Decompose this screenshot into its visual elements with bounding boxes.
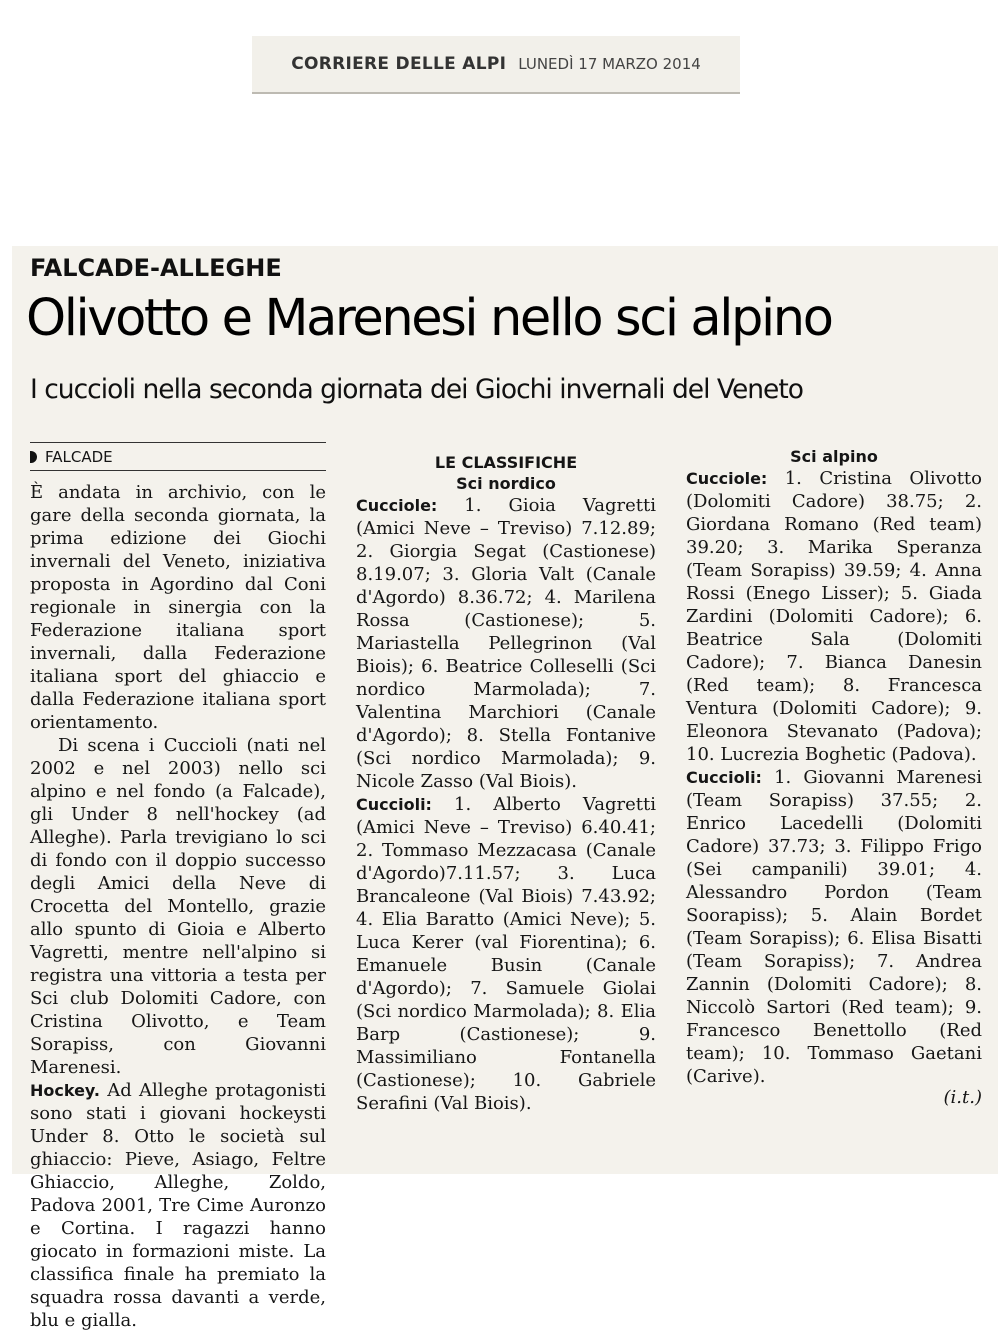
nordic-girls-text: 1. Gioia Vagretti (Amici Neve – Treviso) 7.12.89; 2. Giorgia Segat (Castionese) 8.19.07; 3. Gloria Valt (Canale d'Agordo) 8.36.72; 4. Marilena Rossa (Castionese); 5. Mariastella Pellegrinon (Val Biois); 6. Beatrice Colleselli (Sci nordico Marmolada); 7. Valentina Marchiori (Canale d'Agordo); 8. Stella Fontanive (Sci nordico Marmolada); 9. Nicole Zasso (Val Biois). xyxy=(356,495,656,792)
alpine-girls-label: Cucciole: xyxy=(686,469,768,488)
hockey-text: Ad Alleghe protagonisti sono stati i giovani hockeysti Under 8. Otto le società sul ghiaccio: Pieve, Asiago, Feltre Ghiaccio, Alleghe, Zoldo, Padova 2001, Tre Cime Auronzo e Cortina. I ragazzi hanno giocato in formazioni miste. La classifica finale ha premiato la squadra rossa davanti a verde, blu e gialla. xyxy=(30,1080,326,1331)
article-subtitle: I cuccioli nella seconda giornata dei Giochi invernali del Veneto xyxy=(30,374,803,405)
dateline xyxy=(30,442,326,471)
article-headline: Olivotto e Marenesi nello sci alpino xyxy=(26,289,832,348)
paragraph-hockey xyxy=(30,1079,326,1332)
nordic-girls-results xyxy=(356,494,656,793)
author-signature: (i.t.) xyxy=(943,1087,982,1108)
alpine-boys-label: Cuccioli: xyxy=(686,768,762,787)
nordic-boys-label: Cuccioli: xyxy=(356,795,432,814)
standings-title: LE CLASSIFICHE xyxy=(434,453,578,472)
newspaper-name: CORRIERE DELLE ALPI xyxy=(291,54,507,74)
alpine-boys-text: 1. Giovanni Marenesi (Team Sorapiss) 37.55; 2. Enrico Lacedelli (Dolomiti Cadore) 37.73; 3. Filippo Frigo (Sei campanili) 39.01; 4. Alessandro Pordon (Team Soorapiss); 5. Alain Bordet (Team Sorapiss); 6. Elisa Bisatti (Team Sorapiss); 7. Andrea Zannin (Dolomiti Cadore); 8. Niccolò Sartori (Red team); 9. Francesco Benettollo (Red team); 10. Tommaso Gaetani (Carive). xyxy=(686,767,982,1087)
article-column-2 xyxy=(356,446,656,1115)
article-kicker: FALCADE-ALLEGHE xyxy=(30,254,282,282)
newspaper-masthead xyxy=(252,36,740,94)
alpine-title: Sci alpino xyxy=(790,447,878,466)
alpine-girls-results xyxy=(686,467,982,766)
paragraph-results: Di scena i Cuccioli (nati nel 2002 e nel 2003) nello sci alpino e nel fondo (a Falcade), gli Under 8 nell'hockey (ad Alleghe). Parla trevigiano lo sci di fondo con il doppio successo degli Amici della Neve di Crocetta del Montello, grazie allo spunto di Gioia e Alberto Vagretti, mentre nell'alpino si registra una vittoria a testa per Sci club Dolomiti Cadore, con Cristina Olivotto, e Team Sorapiss, con Giovanni Marenesi. xyxy=(30,735,326,1078)
dateline-text: FALCADE xyxy=(45,448,113,466)
article-column-3 xyxy=(686,446,982,1109)
issue-date: LUNEDÌ 17 MARZO 2014 xyxy=(518,55,701,73)
alpine-girls-text: 1. Cristina Olivotto (Dolomiti Cadore) 38.75; 2. Giordana Romano (Red team) 39.20; 3. Marika Speranza (Team Sorapiss) 39.59; 4. Anna Rossi (Enego Lisser); 5. Giada Zardini (Dolomiti Cadore); 6. Beatrice Sala (Dolomiti Cadore); 7. Bianca Danesin (Red team); 8. Francesca Ventura (Dolomiti Cadore); 9. Eleonora Stevanato (Padova); 10. Lucrezia Boghetic (Padova). xyxy=(686,468,982,765)
dateline-marker-icon xyxy=(30,451,37,463)
hockey-label: Hockey. xyxy=(30,1081,100,1100)
nordic-boys-text: 1. Alberto Vagretti (Amici Neve – Treviso) 6.40.41; 2. Tommaso Mezzacasa (Canale d'Agordo)7.11.57; 3. Luca Brancaleone (Val Biois) 7.43.92; 4. Elia Baratto (Amici Neve); 5. Luca Kerer (val Fiorentina); 6. Emanuele Busin (Canale d'Agordo); 7. Samuele Giolai (Sci nordico Marmolada); 8. Elia Barp (Castionese); 9. Massimiliano Fontanella (Castionese); 10. Gabriele Serafini (Val Biois). xyxy=(356,794,656,1114)
nordic-title: Sci nordico xyxy=(456,474,556,493)
nordic-boys-results xyxy=(356,793,656,1115)
paragraph-intro: È andata in archivio, con le gare della seconda giornata, la prima edizione dei Giochi invernali del Veneto, iniziativa proposta in Agordino dal Coni regionale in sinergia con la Federazione italiana sport invernali, dalla Federazione italiana sport del ghiaccio e dalla Federazione italiana sport orientamento. xyxy=(30,482,326,733)
alpine-boys-results xyxy=(686,766,982,1088)
article-column-1 xyxy=(30,442,326,1332)
nordic-girls-label: Cucciole: xyxy=(356,496,438,515)
